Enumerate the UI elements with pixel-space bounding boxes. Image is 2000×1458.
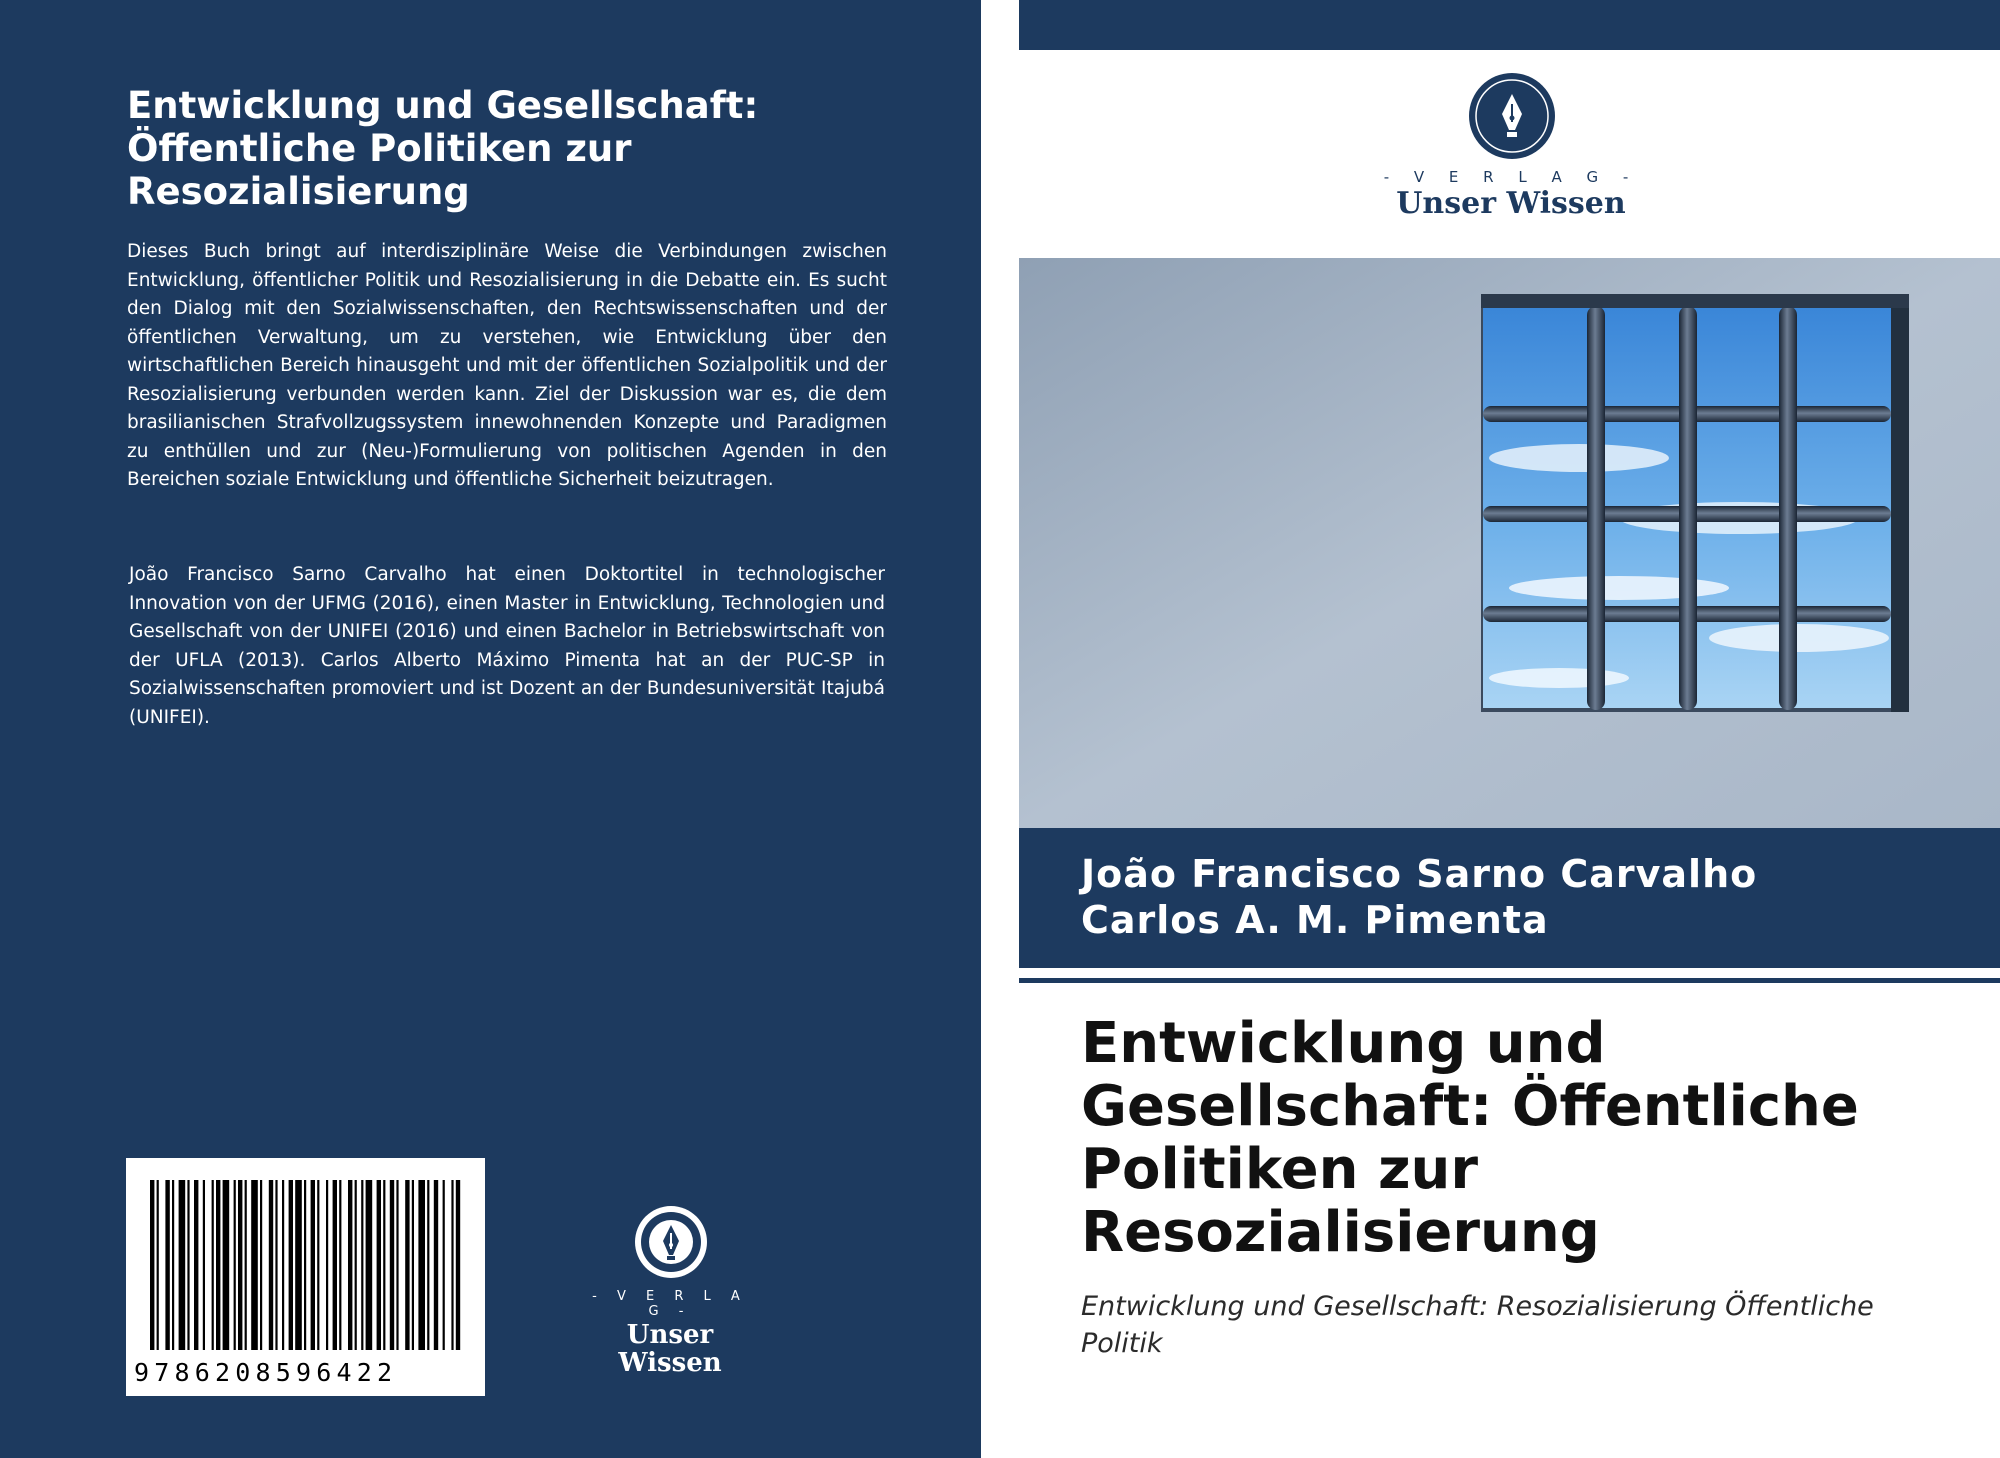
barcode-bar bbox=[412, 1180, 414, 1350]
barcode-bar bbox=[172, 1180, 174, 1350]
barcode-bar bbox=[150, 1180, 154, 1350]
barcode-bar bbox=[383, 1180, 385, 1350]
barcode-bar bbox=[311, 1180, 315, 1350]
back-publisher-logo bbox=[580, 1205, 760, 1378]
barcode-bar bbox=[339, 1180, 341, 1350]
barcode-bar bbox=[377, 1180, 381, 1350]
barcode-bar bbox=[348, 1180, 352, 1350]
barcode-bar bbox=[216, 1180, 220, 1350]
front-cover bbox=[1019, 0, 2000, 1458]
barcode-bar bbox=[238, 1180, 242, 1350]
isbn-barcode bbox=[126, 1158, 485, 1396]
front-publisher-name: Unser Wissen bbox=[1396, 186, 1626, 221]
barcode-bar bbox=[366, 1180, 373, 1350]
barcode-bar bbox=[443, 1180, 445, 1350]
cover-image-prison-window bbox=[1019, 258, 2000, 828]
back-cover-title: Entwicklung und Gesellschaft: Öffentliche Politiken zur Resozialisierung bbox=[127, 84, 759, 213]
isbn-number: 9786208596422 bbox=[134, 1358, 398, 1387]
barcode-bar bbox=[289, 1180, 293, 1350]
barcode-bar bbox=[269, 1180, 273, 1350]
divider-rule bbox=[1019, 978, 2000, 983]
book-description: Dieses Buch bringt auf interdisziplinäre Weise die Verbindungen zwischen Entwicklung, öffentlicher Politik und Resozialisierung in die Debatte ein. Es sucht den Dialog mit den Sozialwissenschaften, den Rechtswissenschaften und der öffentlichen Verwaltung, um zu verstehen, wie Entwicklung über den wirtschaftlichen Bereich hinausgeht und mit der öffentlichen Sozialpolitik und der Resozialisierung verbunden werden kann. Ziel der Diskussion war es, die dem brasilianischen Strafvollzugssystem innewohnenden Konzepte und Paradigmen zu enthüllen und zur (Neu-)Formulierung von politischen Agenden in den Bereichen soziale Entwicklung und öffentliche Sicherheit beizutragen. bbox=[127, 241, 887, 490]
barcode-bar bbox=[361, 1180, 363, 1350]
barcode-bar bbox=[355, 1180, 357, 1350]
front-cover-subtitle: Entwicklung und Gesellschaft: Resozialisierung Öffentliche Politik bbox=[1081, 1291, 1874, 1359]
barcode-bar bbox=[187, 1180, 189, 1350]
spine bbox=[981, 0, 1019, 1458]
barcode-bar bbox=[317, 1180, 319, 1350]
front-cover-title: Entwicklung und Gesellschaft: Öffentliche Politiken zur Resozialisierung bbox=[1081, 1011, 1859, 1265]
barcode-bar bbox=[390, 1180, 394, 1350]
barcode-bar bbox=[418, 1180, 425, 1350]
top-bar bbox=[1019, 0, 2000, 50]
barcode-bars bbox=[126, 1158, 485, 1358]
barcode-bar bbox=[456, 1180, 460, 1350]
fountain-pen-nib-icon bbox=[634, 1205, 708, 1285]
back-verlag-label: - V E R L A G - bbox=[592, 1289, 748, 1319]
barcode-bar bbox=[157, 1180, 159, 1350]
barcode-bar bbox=[295, 1180, 302, 1350]
barcode-bar bbox=[165, 1180, 169, 1350]
barcode-bar bbox=[405, 1180, 409, 1350]
author-name: Carlos A. M. Pimenta bbox=[1081, 898, 1549, 942]
front-verlag-label: - V E R L A G - bbox=[1383, 168, 1639, 186]
barcode-bar bbox=[212, 1180, 214, 1350]
author-name: João Francisco Sarno Carvalho bbox=[1081, 852, 1758, 896]
barcode-bar bbox=[451, 1180, 453, 1350]
author-band bbox=[1019, 828, 2000, 968]
front-publisher-logo bbox=[1366, 72, 1656, 222]
barcode-bar bbox=[260, 1180, 262, 1350]
barcode-bar bbox=[333, 1180, 337, 1350]
barcode-bar bbox=[282, 1180, 284, 1350]
back-cover bbox=[0, 0, 981, 1458]
barcode-bar bbox=[245, 1180, 247, 1350]
barcode-bar bbox=[234, 1180, 236, 1350]
barcode-bar bbox=[194, 1180, 198, 1350]
barcode-bar bbox=[304, 1180, 306, 1350]
barcode-bar bbox=[223, 1180, 230, 1350]
barcode-bar bbox=[203, 1180, 205, 1350]
barcode-bar bbox=[427, 1180, 429, 1350]
barcode-bar bbox=[326, 1180, 328, 1350]
barcode-bar bbox=[275, 1180, 277, 1350]
author-biography: João Francisco Sarno Carvalho hat einen Doktortitel in technologischer Innovation von der UFMG (2016), einen Master in Entwicklung, Technologien und Gesellschaft von der UNIFEI (2016) und einen Bachelor in Betriebswirtschaft von der UFLA (2013). Carlos Alberto Máximo Pimenta hat an der PUC-SP in Sozialwissenschaften promoviert und ist Dozent an der Bundesuniversität Itajubá (UNIFEI). bbox=[129, 564, 885, 728]
barcode-bar bbox=[396, 1180, 398, 1350]
fountain-pen-nib-icon bbox=[1468, 72, 1556, 162]
barcode-bar bbox=[251, 1180, 258, 1350]
back-publisher-name: Unser Wissen bbox=[618, 1320, 722, 1378]
barcode-bar bbox=[434, 1180, 438, 1350]
barcode-bar bbox=[179, 1180, 186, 1350]
